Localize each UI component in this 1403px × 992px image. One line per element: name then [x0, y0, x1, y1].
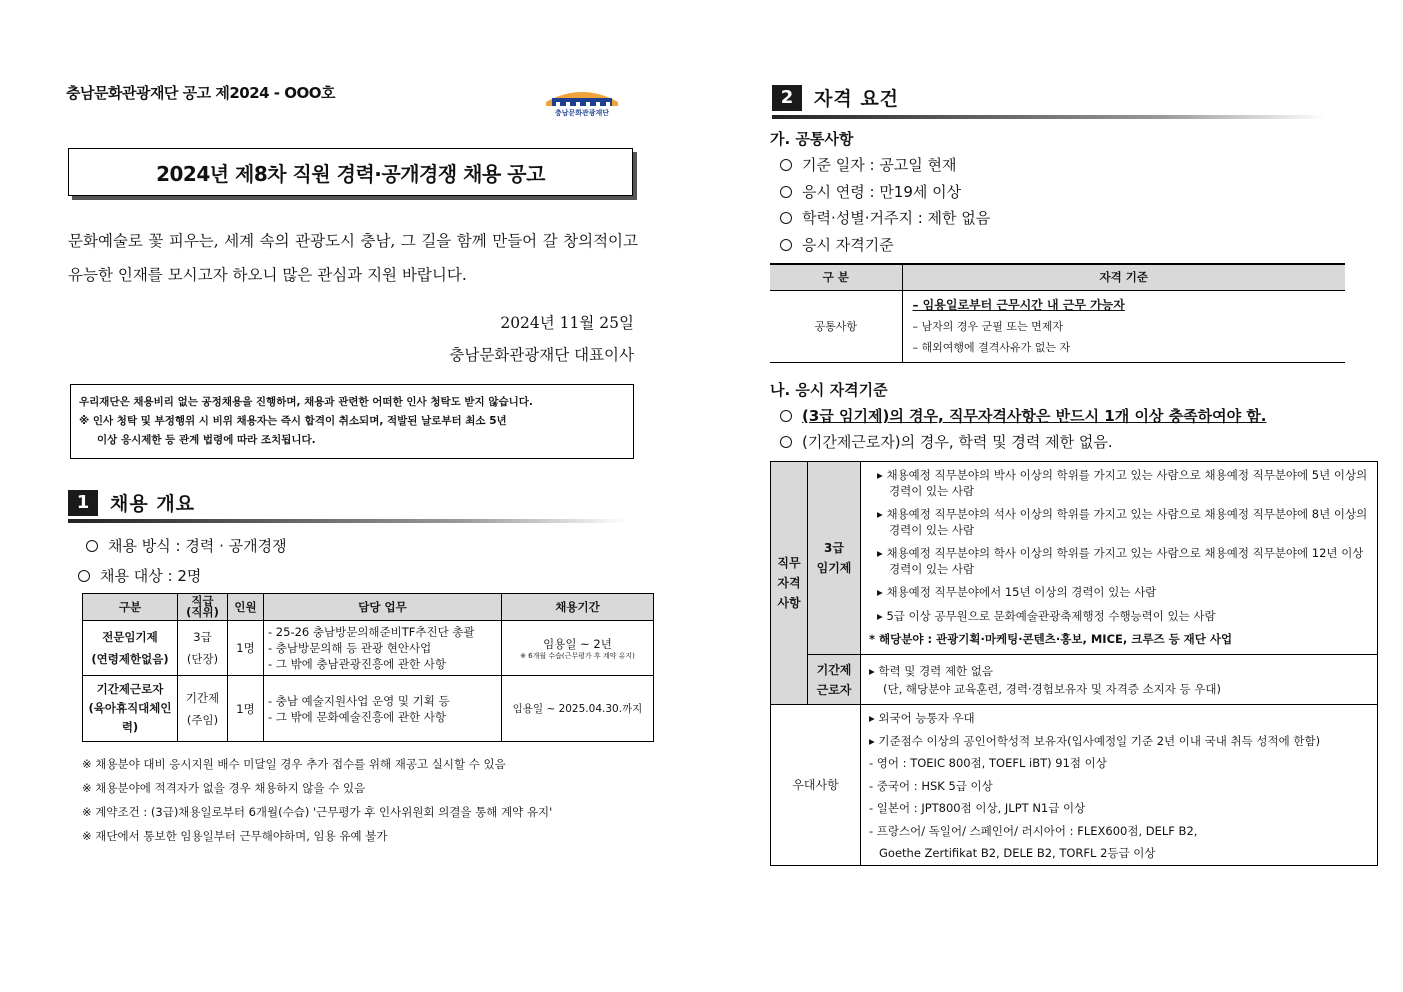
- warning-line: ※ 인사 청탁 및 부정행위 시 비위 채용자는 즉시 합격이 취소되며, 적발된 날로부터 최소 5년: [79, 415, 507, 427]
- table-cell: [861, 462, 1378, 655]
- qualification-item: ▸ 채용예정 직무분야의 석사 이상의 학위를 가지고 있는 사람으로 채용예정 직무분야에 8년 이상의 경력이 있는 사람: [869, 507, 1369, 538]
- table-cell: 임용일 ~ 2025.04.30.까지: [502, 676, 654, 742]
- preference-item: - 일본어 : JPT800점 이상, JLPT N1급 이상: [869, 801, 1086, 815]
- common-bullet: 응시 연령 : 만19세 이상: [780, 181, 961, 202]
- table-header-row: [770, 264, 1345, 290]
- notice-date: 2024년 11월 25일: [500, 314, 634, 332]
- table-header: 구분: [83, 594, 178, 621]
- preference-item: Goethe Zertifikat B2, DELE B2, TORFL 2등급 이상: [879, 846, 1156, 860]
- hiring-target: 채용 대상 : 2명: [78, 565, 201, 586]
- logo-text: 충남문화관광재단: [554, 109, 610, 117]
- qualification-item: ▸ 채용예정 직무분야의 학사 이상의 학위를 가지고 있는 사람으로 채용예정 직무분야에 12년 이상 경력이 있는 사람: [869, 546, 1369, 577]
- qualification-item: ▸ 5급 이상 공무원으로 문화예술관광축제행정 수행능력이 있는 사람: [869, 609, 1369, 625]
- common-bullet: 기준 일자 : 공고일 현재: [780, 154, 957, 175]
- notice-number: 충남문화관광재단 공고 제2024 - OOO호: [66, 84, 335, 102]
- section-2-heading: [772, 84, 899, 111]
- table-cell: 임용일 ~ 2년 ※ 6개월 수습(근무평가 후 계약 유지): [502, 621, 654, 676]
- table-header: 채용기간: [502, 594, 654, 621]
- preference-item: ▸ 기준점수 이상의 공인어학성적 보유자(입사예정일 기준 2년 이내 국내 취득 성적에 한함): [869, 733, 1321, 748]
- qualification-item: ▸ 채용예정 직무분야에서 15년 이상의 경력이 있는 사람: [869, 585, 1369, 601]
- section-title: 자격 요건: [814, 88, 900, 110]
- fair-hiring-warning: [70, 384, 634, 459]
- note-item: ※ 재단에서 통보한 임용일부터 근무해야하며, 임용 유예 불가: [82, 829, 388, 843]
- notice-title: 2024년 제8차 직원 경력·공개경쟁 채용 공고: [68, 148, 633, 196]
- preference-item: - 프랑스어/ 독일어/ 스페인어/ 러시아어 : FLEX600점, DELF B2,: [869, 823, 1198, 838]
- table-header: 자격 기준: [902, 264, 1345, 290]
- table-cell: 우대사항: [771, 705, 861, 866]
- circle-bullet-icon: [780, 186, 792, 198]
- table-cell: ▸ 학력 및 경력 제한 없음 (단, 해당분야 교육훈련, 경력·경험보유자 및 자격증 소지자 등 우대): [861, 655, 1378, 705]
- table-cell: - 25-26 충남방문의해준비TF추진단 총괄 - 충남방문의해 등 관광 현안사업 - 그 밖에 충남관광진흥에 관한 사항: [264, 621, 502, 676]
- period-note: ※ 6개월 수습(근무평가 후 계약 유지): [520, 651, 635, 660]
- table-cell: 3급 (단장): [178, 621, 228, 676]
- preference-item: ▸ 외국어 능통자 우대: [869, 711, 975, 725]
- table-cell: 직무 자격 사항: [771, 462, 808, 705]
- table-row: [771, 462, 1378, 655]
- section-divider: [772, 115, 1327, 119]
- table-row: [83, 621, 654, 676]
- common-bullet: 학력·성별·거주지 : 제한 없음: [780, 207, 990, 228]
- section-title: 채용 개요: [110, 493, 196, 515]
- job-qualification-table: [770, 461, 1378, 866]
- table-header-row: [83, 594, 654, 621]
- table-row: [770, 290, 1345, 362]
- warning-line: 우리재단은 채용비리 없는 공정채용을 진행하며, 채용과 관련한 어떠한 인사 청탁도 받지 않습니다.: [79, 396, 533, 408]
- hiring-method: 채용 방식 : 경력 · 공개경쟁: [86, 535, 287, 556]
- note-item: ※ 채용분야 대비 응시지원 배수 미달일 경우 추가 접수를 위해 재공고 실시할 수 있음: [82, 757, 506, 771]
- table-cell: 기간제 (주임): [178, 676, 228, 742]
- table-cell: 기간제 근로자: [808, 655, 861, 705]
- note-item: ※ 채용분야에 적격자가 없을 경우 채용하지 않을 수 있음: [82, 781, 366, 795]
- table-header: 구 분: [770, 264, 902, 290]
- section-number: 2: [772, 85, 802, 111]
- preference-item: - 중국어 : HSK 5급 이상: [869, 778, 993, 793]
- circle-bullet-icon: [780, 159, 792, 171]
- table-cell: - 충남 예술지원사업 운영 및 기획 등 - 그 밖에 문화예술진흥에 관한 사항: [264, 676, 502, 742]
- table-cell: 전문임기제 (연령제한없음): [83, 621, 178, 676]
- table-header: 인원: [228, 594, 264, 621]
- table-cell: – 임용일로부터 근무시간 내 근무 가능자 – 남자의 경우 군필 또는 면제자 – 해외여행에 결격사유가 없는 자: [902, 290, 1345, 362]
- circle-bullet-icon: [780, 436, 792, 448]
- eligibility-bullet: (3급 임기제)의 경우, 직무자격사항은 반드시 1개 이상 충족하여야 함.: [780, 405, 1267, 426]
- subsection-common: 가. 공통사항: [770, 130, 854, 148]
- table-cell: 공통사항: [770, 290, 902, 362]
- circle-bullet-icon: [780, 410, 792, 422]
- recruitment-table: [82, 593, 654, 742]
- table-cell: 기간제근로자 (육아휴직대체인력): [83, 676, 178, 742]
- preference-item: - 영어 : TOEIC 800점, TOEFL iBT) 91점 이상: [869, 756, 1107, 770]
- eligibility-bullet: (기간제근로자)의 경우, 학력 및 경력 제한 없음.: [780, 431, 1113, 452]
- table-header: 담당 업무: [264, 594, 502, 621]
- common-bullet: 응시 자격기준: [780, 234, 894, 255]
- warning-line: 이상 응시제한 등 관계 법령에 따라 조치됩니다.: [97, 434, 316, 446]
- notice-signer: 충남문화관광재단 대표이사: [449, 346, 634, 364]
- circle-bullet-icon: [78, 570, 90, 582]
- circle-bullet-icon: [780, 212, 792, 224]
- recruitment-notes: [82, 752, 662, 848]
- table-cell: [861, 705, 1378, 866]
- qualification-item: ▸ 채용예정 직무분야의 박사 이상의 학위를 가지고 있는 사람으로 채용예정 직무분야에 5년 이상의 경력이 있는 사람: [869, 468, 1369, 499]
- section-1-heading: [68, 489, 195, 516]
- table-cell: 1명: [228, 621, 264, 676]
- intro-paragraph: 문화예술로 꽃 피우는, 세계 속의 관광도시 충남, 그 길을 함께 만들어 갈 창의적이고 유능한 인재를 모시고자 하오니 많은 관심과 지원 바랍니다.: [68, 232, 638, 284]
- section-divider: [68, 519, 628, 523]
- table-cell: 3급 임기제: [808, 462, 861, 655]
- field-note: * 해당분야 : 관광기획·마케팅·콘텐츠·홍보, MICE, 크루즈 등 재단 사업: [869, 632, 1233, 647]
- table-row: [83, 676, 654, 742]
- table-cell: 1명: [228, 676, 264, 742]
- table-row: [771, 655, 1378, 705]
- table-header: 직급 (직위): [178, 594, 228, 621]
- circle-bullet-icon: [780, 239, 792, 251]
- section-number: 1: [68, 490, 98, 516]
- circle-bullet-icon: [86, 540, 98, 552]
- subsection-eligibility: 나. 응시 자격기준: [770, 381, 888, 399]
- note-item: ※ 계약조건 : (3급)채용일로부터 6개월(수습) '근무평가 후 인사위원회 의결을 통해 계약 유지': [82, 805, 553, 819]
- common-qualification-table: [770, 263, 1345, 363]
- table-row: [771, 705, 1378, 866]
